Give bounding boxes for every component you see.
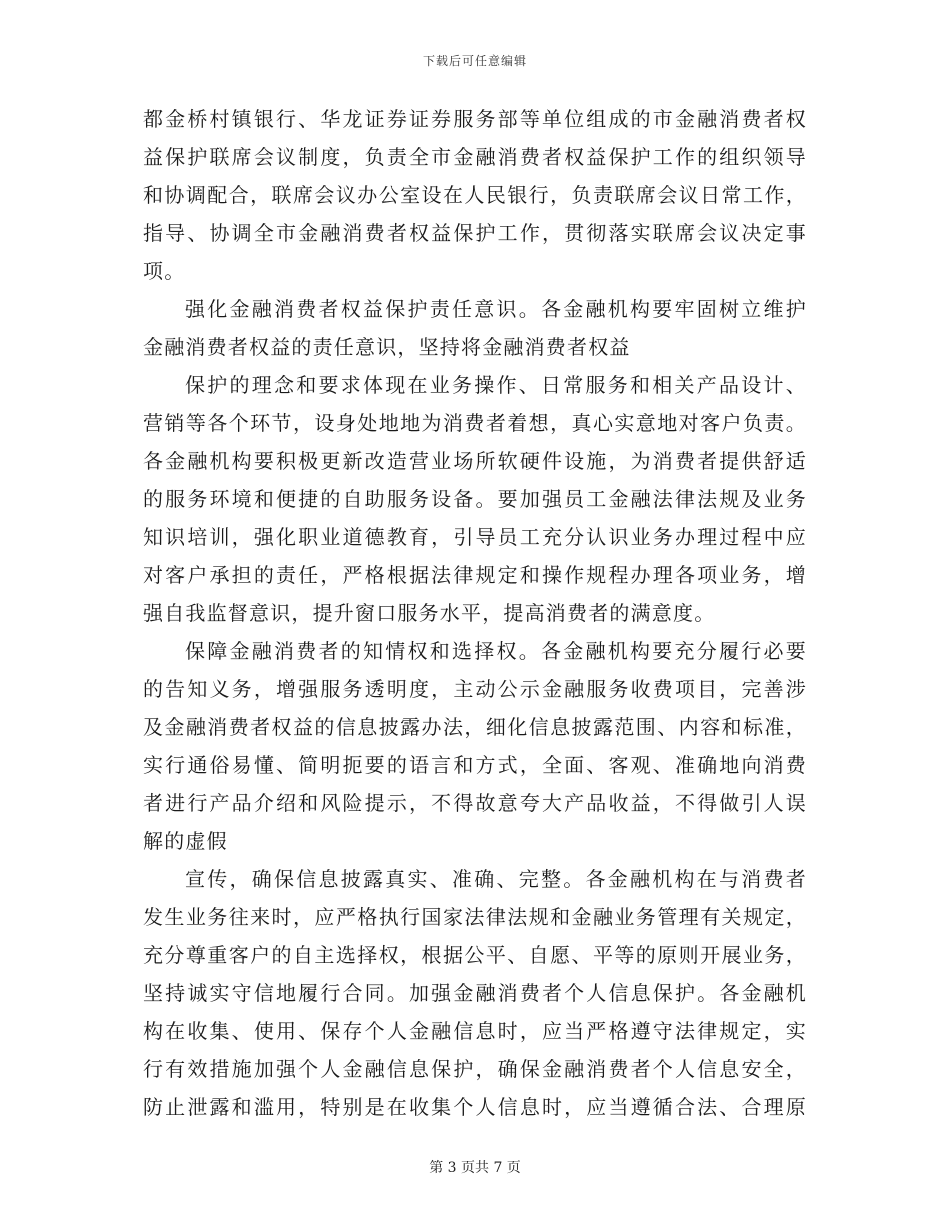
text-line: 营销等各个环节，设身处地地为消费者着想，真心实意地对客户负责。 <box>143 411 807 435</box>
text-line: 指导、协调全市金融消费者权益保护工作，贯彻落实联席会议决定事 <box>143 221 807 245</box>
text-line: 者进行产品介绍和风险提示，不得故意夸大产品收益，不得做引人误 <box>143 791 807 815</box>
page-header: 下载后可任意编辑 <box>422 54 527 68</box>
text-line: 防止泄露和滥用，特别是在收集个人信息时，应当遵循合法、合理原 <box>143 1095 807 1119</box>
text-line: 解的虚假 <box>143 829 228 853</box>
paragraph-start-line: 强化金融消费者权益保护责任意识。各金融机构要牢固树立维护 <box>185 297 807 321</box>
text-line: 实行通俗易懂、简明扼要的语言和方式，全面、客观、准确地向消费 <box>143 753 807 777</box>
text-line: 的告知义务，增强服务透明度，主动公示金融服务收费项目，完善涉 <box>143 677 807 701</box>
paragraph-start-line: 保护的理念和要求体现在业务操作、日常服务和相关产品设计、 <box>185 373 807 397</box>
paragraph-start-line: 宣传，确保信息披露真实、准确、完整。各金融机构在与消费者 <box>185 867 807 891</box>
text-line: 强自我监督意识，提升窗口服务水平，提高消费者的满意度。 <box>143 601 716 625</box>
text-line: 知识培训，强化职业道德教育，引导员工充分认识业务办理过程中应 <box>143 525 807 549</box>
text-line: 都金桥村镇银行、华龙证券证券服务部等单位组成的市金融消费者权 <box>143 107 807 131</box>
document-body <box>143 100 807 1126</box>
text-line: 坚持诚实守信地履行合同。加强金融消费者个人信息保护。各金融机 <box>143 981 807 1005</box>
text-line: 项。 <box>143 259 186 283</box>
text-line: 各金融机构要积极更新改造营业场所软硬件设施，为消费者提供舒适 <box>143 449 807 473</box>
paragraph-start-line: 保障金融消费者的知情权和选择权。各金融机构要充分履行必要 <box>185 639 807 663</box>
page-number: 第 3 页共 7 页 <box>429 1160 521 1176</box>
text-line: 行有效措施加强个人金融信息保护，确保金融消费者个人信息安全， <box>143 1057 807 1081</box>
text-line: 益保护联席会议制度，负责全市金融消费者权益保护工作的组织领导 <box>143 145 807 169</box>
text-line: 金融消费者权益的责任意识，坚持将金融消费者权益 <box>143 335 631 359</box>
text-line: 和协调配合，联席会议办公室设在人民银行，负责联席会议日常工作， <box>143 183 807 207</box>
text-line: 的服务环境和便捷的自助服务设备。要加强员工金融法律法规及业务 <box>143 487 807 511</box>
text-line: 及金融消费者权益的信息披露办法，细化信息披露范围、内容和标准， <box>143 715 807 739</box>
text-line: 构在收集、使用、保存个人金融信息时，应当严格遵守法律规定，实 <box>143 1019 807 1043</box>
text-line: 发生业务往来时，应严格执行国家法律法规和金融业务管理有关规定， <box>143 905 807 929</box>
text-line: 对客户承担的责任，严格根据法律规定和操作规程办理各项业务，增 <box>143 563 807 587</box>
text-line: 充分尊重客户的自主选择权，根据公平、自愿、平等的原则开展业务， <box>143 943 807 967</box>
